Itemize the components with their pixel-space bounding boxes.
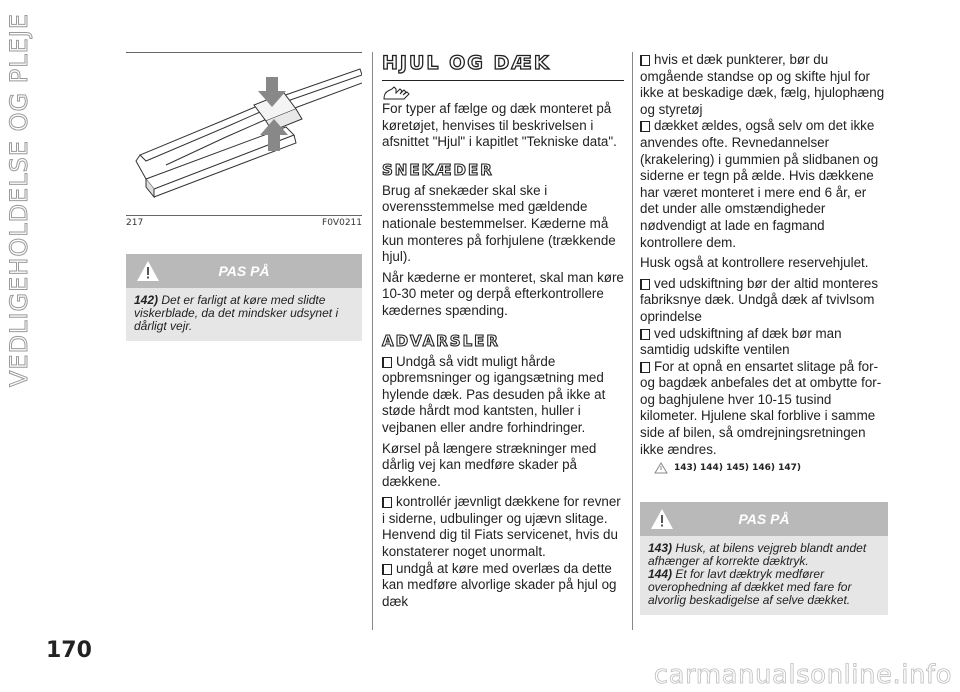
snow-chains-paragraph-2: Når kæderne er monteret, skal man køre 10-30 meter og derpå efterkontrollere kædernes spænding.	[382, 269, 624, 318]
bullet-box-icon	[640, 329, 650, 340]
bullet-item: For at opnå en ensartet slitage på for- og bagdæk anbefales det at ombytte for- og baghjulene hver 10-15 tusind kilometer. Hjulene skal forblive i samme side af bilen, så omdrejningsretningen ikke ændres.	[640, 358, 882, 457]
warning-number: 142)	[134, 293, 159, 307]
warning-item	[648, 542, 880, 568]
warning-text: Det er farligt at køre med slidte viskerblade, da det mindsker udsynet i dårligt vejr.	[134, 293, 339, 333]
section-title: HJUL OG DÆK	[382, 52, 624, 81]
bullet-item: kontrollér jævnligt dækkene for revner i siderne, udbulinger og ujævn slitage. Henvend dig til Fiats servicenet, hvis du konstaterer noget unormalt.	[382, 494, 621, 560]
warning-title: PAS PÅ	[218, 263, 270, 279]
figure-caption	[126, 216, 362, 228]
bullet-item: Undgå så vidt muligt hårde opbremsninger og igangsætning med hylende dæk. Pas desuden på ikke at støde hårdt mod kantsten, huller i vejbanen eller andre forhindringer.	[382, 353, 606, 435]
bullet-box-icon	[640, 55, 650, 66]
bullet-item: ved udskiftning bør der altid monteres fabriksnye dæk. Undgå dæk af tvivlsom oprindelse	[640, 275, 879, 324]
warning-header	[126, 254, 362, 288]
page-number: 170	[46, 638, 92, 663]
warning-header	[640, 502, 888, 536]
left-column	[126, 52, 362, 341]
figure-code: F0V0211	[322, 218, 362, 228]
warning-triangle-icon	[654, 462, 668, 474]
hand-icon	[382, 85, 414, 101]
wiper-blade-figure	[126, 52, 362, 216]
warning-item	[648, 568, 880, 607]
bullet-item: hvis et dæk punkterer, bør du omgående standse op og skifte hjul for ikke at beskadige dæk, fælg, hjulophæng og styretøj	[640, 52, 885, 117]
chapter-side-title: VEDLIGEHOLDELSE OG PLEJE	[5, 13, 33, 387]
bullet-box-icon	[640, 279, 650, 290]
bullet-item: undgå at køre med overlæs da dette kan medføre alvorlige skader på hjul og dæk	[382, 560, 617, 609]
warning-body	[126, 288, 362, 341]
bullet-item: dækket ældes, også selv om det ikke anvendes ofte. Revnedannelser (krakelering) i gummien på slidbanen og siderne er tegn på ælde. Hvis dækkene har været monteret i mere end 6 år, er det under alle omstændigheder nødvendigt at lade en fagmand kontrollere dem.	[640, 118, 879, 250]
warning-text: Husk, at bilens vejgreb blandt andet afhænger af korrekte dæktryk.	[648, 541, 867, 569]
bullet-box-icon	[640, 121, 650, 132]
bullet-box-icon	[382, 564, 392, 575]
snow-chains-paragraph-1: Brug af snekæder skal ske i overensstemmelse med gældende nationale bestemmelser. Kæderne må kun monteres på forhjulene (trækkende hjul).	[382, 182, 616, 265]
warning-title: PAS PÅ	[738, 511, 790, 528]
bullet-box-icon	[640, 362, 650, 373]
column-divider	[372, 52, 373, 630]
warning-body	[640, 536, 888, 615]
intro-paragraph: For typer af fælge og dæk monteret på køretøjet, henvises til beskrivelsen i afsnittet "Hjul" i kapitlet "Tekniske data".	[382, 101, 617, 150]
watermark: carmanualsonline.info	[653, 660, 952, 690]
warning-triangle-icon	[136, 260, 160, 282]
spare-wheel-note: Husk også at kontrollere reservehjulet.	[640, 255, 869, 271]
warning-text: Et for lavt dæktryk medfører overophedning af dækket med fare for alvorlig beskadigelse af selve dækket.	[648, 567, 852, 608]
bullet-box-icon	[382, 357, 392, 368]
wiper-blade-illustration	[126, 53, 362, 215]
warnings-paragraph: Kørsel på længere strækninger med dårlig vej kan medføre skader på dækkene.	[382, 440, 597, 489]
bullet-item: ved udskiftning af dæk bør man samtidig udskifte ventilen	[640, 325, 842, 358]
column-divider	[632, 52, 633, 630]
warning-box-right	[640, 502, 888, 615]
warning-number: 143)	[648, 541, 673, 556]
warning-triangle-icon	[650, 508, 674, 530]
right-column	[640, 52, 888, 615]
warning-references	[654, 462, 888, 474]
reference-numbers: 143) 144) 145) 146) 147)	[674, 463, 802, 474]
warning-number: 144)	[648, 567, 673, 582]
middle-column	[382, 52, 624, 610]
bullet-box-icon	[382, 497, 392, 508]
warnings-heading: ADVARSLER	[382, 331, 500, 350]
warning-box-left	[126, 254, 362, 341]
figure-number: 217	[126, 218, 144, 228]
snow-chains-heading: SNEKÆDER	[382, 160, 494, 179]
